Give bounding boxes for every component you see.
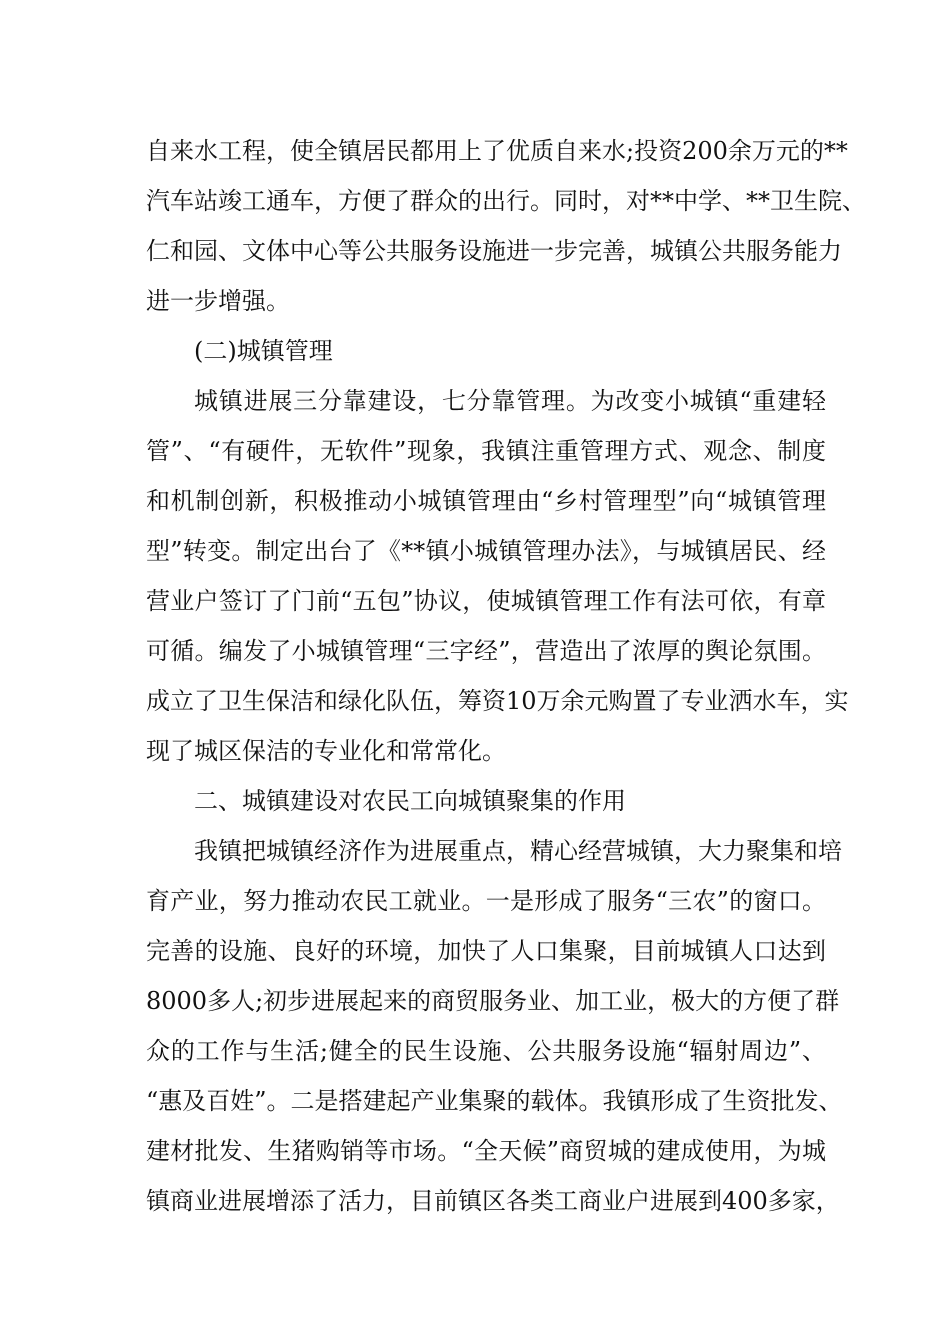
text-line: 营业户签订了门前“五包”协议，使城镇管理工作有法可依，有章	[146, 587, 826, 615]
text-line: 进一步增强。	[146, 287, 290, 315]
text-line: 我镇把城镇经济作为进展重点，精心经营城镇，大力聚集和培	[194, 837, 842, 865]
text-line: 和机制创新，积极推动小城镇管理由“乡村管理型”向“城镇管理	[146, 487, 826, 515]
text-line: 完善的设施、良好的环境，加快了人口集聚，目前城镇人口达到	[146, 937, 826, 965]
text-line: 城镇进展三分靠建设，七分靠管理。为改变小城镇“重建轻	[194, 387, 826, 415]
text-line: 镇商业进展增添了活力，目前镇区各类工商业户进展到400多家，	[146, 1187, 840, 1215]
text-line: 型”转变。制定出台了《**镇小城镇管理办法》，与城镇居民、经	[146, 537, 826, 565]
text-line: 众的工作与生活;健全的民生设施、公共服务设施“辐射周边”、	[146, 1037, 826, 1065]
section-heading: 二、城镇建设对农民工向城镇聚集的作用	[194, 787, 626, 815]
text-line: 8000多人;初步进展起来的商贸服务业、加工业，极大的方便了群	[146, 987, 840, 1015]
text-line: 汽车站竣工通车，方便了群众的出行。同时，对**中学、**卫生院、	[146, 187, 866, 215]
text-line: 仁和园、文体中心等公共服务设施进一步完善，城镇公共服务能力	[146, 237, 842, 265]
section-heading: (二)城镇管理	[194, 337, 333, 365]
text-line: 成立了卫生保洁和绿化队伍，筹资10万余元购置了专业洒水车，实	[146, 687, 849, 715]
text-line: 育产业，努力推动农民工就业。一是形成了服务“三农”的窗口。	[146, 887, 826, 915]
text-line: 可循。编发了小城镇管理“三字经”，营造出了浓厚的舆论氛围。	[146, 637, 826, 665]
text-line: 自来水工程，使全镇居民都用上了优质自来水;投资200余万元的**	[146, 137, 848, 165]
text-line: 现了城区保洁的专业化和常常化。	[146, 737, 506, 765]
text-line: “惠及百姓”。二是搭建起产业集聚的载体。我镇形成了生资批发、	[146, 1087, 843, 1115]
text-line: 建材批发、生猪购销等市场。“全天候”商贸城的建成使用，为城	[146, 1137, 826, 1165]
text-line: 管”、“有硬件，无软件”现象，我镇注重管理方式、观念、制度	[146, 437, 826, 465]
